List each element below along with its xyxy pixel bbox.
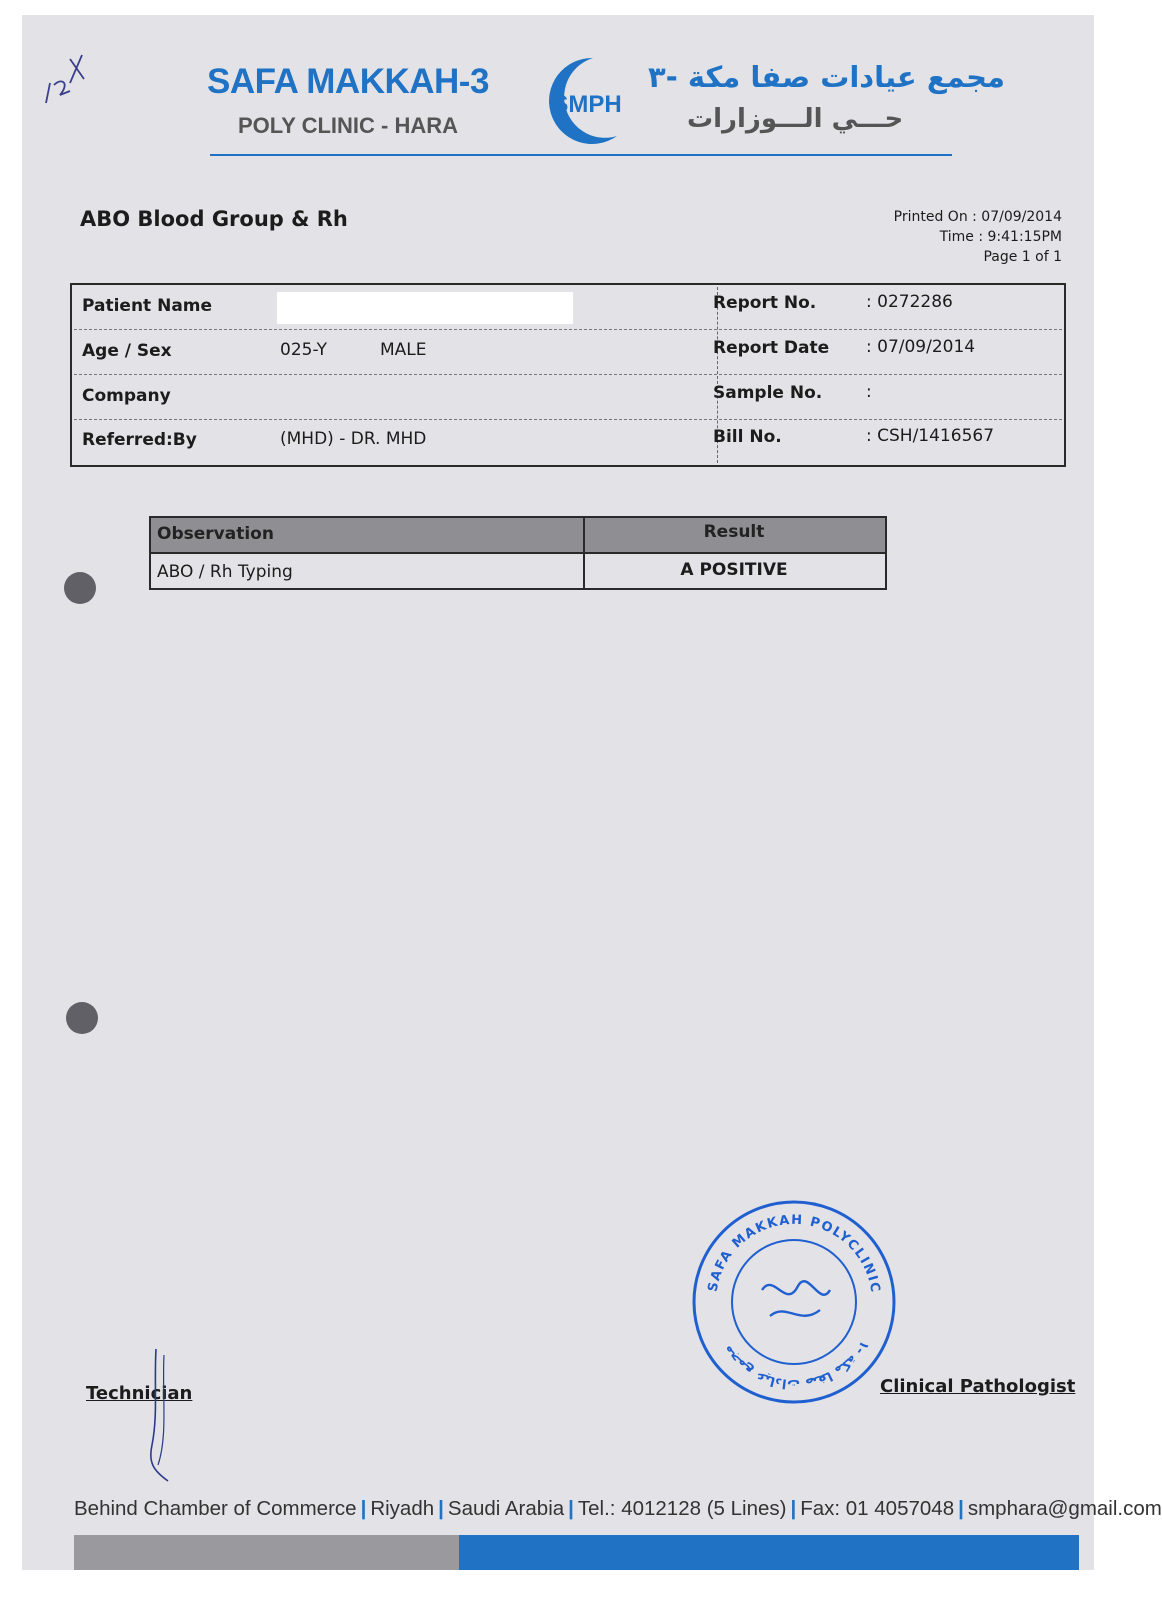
referred-by-value: (MHD) - DR. MHD xyxy=(280,429,427,449)
footer-city: Riyadh xyxy=(370,1497,435,1520)
clinic-name: SAFA MAKKAH-3 xyxy=(207,62,489,101)
clinic-stamp xyxy=(690,1198,898,1406)
handwritten-note xyxy=(40,45,90,115)
stamp-text: SAFA MAKKAH POLYCLINIC xyxy=(705,1212,883,1295)
redacted-patient-name xyxy=(277,292,573,324)
header-divider xyxy=(210,154,952,156)
company-label: Company xyxy=(82,386,171,406)
bill-no-value: : CSH/1416567 xyxy=(866,426,995,446)
age-value: 025-Y xyxy=(280,340,327,360)
row-divider xyxy=(74,419,1062,420)
observation-header: Observation xyxy=(157,524,274,544)
footer-country: Saudi Arabia xyxy=(447,1497,565,1520)
printed-on: Printed On : 07/09/2014 xyxy=(893,209,1062,225)
pathologist-label: Clinical Pathologist xyxy=(880,1376,1076,1397)
page-number: Page 1 of 1 xyxy=(983,249,1062,265)
technician-label: Technician xyxy=(86,1383,193,1404)
clinic-subtitle-arabic: حـــي الـــوزارات xyxy=(687,104,904,134)
observation-table xyxy=(149,516,887,590)
footer-contact: Behind Chamber of Commerce | Riyadh | Saudi Arabia | Tel.: 4012128 (5 Lines) | Fax: 01 4057048 | smphara@gmail.com xyxy=(74,1497,1162,1520)
clinic-subtitle: POLY CLINIC - HARA xyxy=(238,113,459,138)
sample-no-value: : xyxy=(866,382,872,402)
age-sex-label: Age / Sex xyxy=(82,341,172,361)
sex-value: MALE xyxy=(380,340,427,360)
print-info xyxy=(850,207,1062,267)
punch-hole xyxy=(64,572,96,604)
report-no-value: : 0272286 xyxy=(866,292,953,312)
logo-text: SMPH xyxy=(552,91,622,118)
footer-bar-grey xyxy=(74,1535,459,1570)
referred-by-label: Referred:By xyxy=(82,430,197,450)
report-date-label: Report Date xyxy=(713,338,830,358)
result-header: Result xyxy=(703,522,765,542)
report-date-value: : 07/09/2014 xyxy=(866,337,976,357)
report-no-label: Report No. xyxy=(713,293,817,313)
footer-fax: Fax: 01 4057048 xyxy=(800,1497,955,1520)
clinic-logo-icon xyxy=(535,52,631,148)
footer-email: smphara@gmail.com xyxy=(967,1497,1162,1520)
row-divider xyxy=(74,374,1062,375)
print-time: Time : 9:41:15PM xyxy=(939,229,1062,245)
report-title: ABO Blood Group & Rh xyxy=(80,207,348,231)
patient-name-label: Patient Name xyxy=(82,296,213,316)
punch-hole xyxy=(66,1002,98,1034)
footer-tel: Tel.: 4012128 (5 Lines) xyxy=(577,1497,787,1520)
sample-no-label: Sample No. xyxy=(713,383,823,403)
result-cell: A POSITIVE xyxy=(680,560,788,580)
footer-bar-blue xyxy=(459,1535,1079,1570)
stamp-text-arabic: مجمع عيادات صفا مكة -١ xyxy=(719,1337,872,1392)
technician-signature xyxy=(128,1345,208,1485)
bill-no-label: Bill No. xyxy=(713,427,782,447)
footer-address: Behind Chamber of Commerce xyxy=(74,1497,357,1520)
row-divider xyxy=(74,329,1062,330)
observation-cell: ABO / Rh Typing xyxy=(157,562,293,582)
clinic-name-arabic: مجمع عيادات صفا مكة -٣ xyxy=(648,60,1005,94)
